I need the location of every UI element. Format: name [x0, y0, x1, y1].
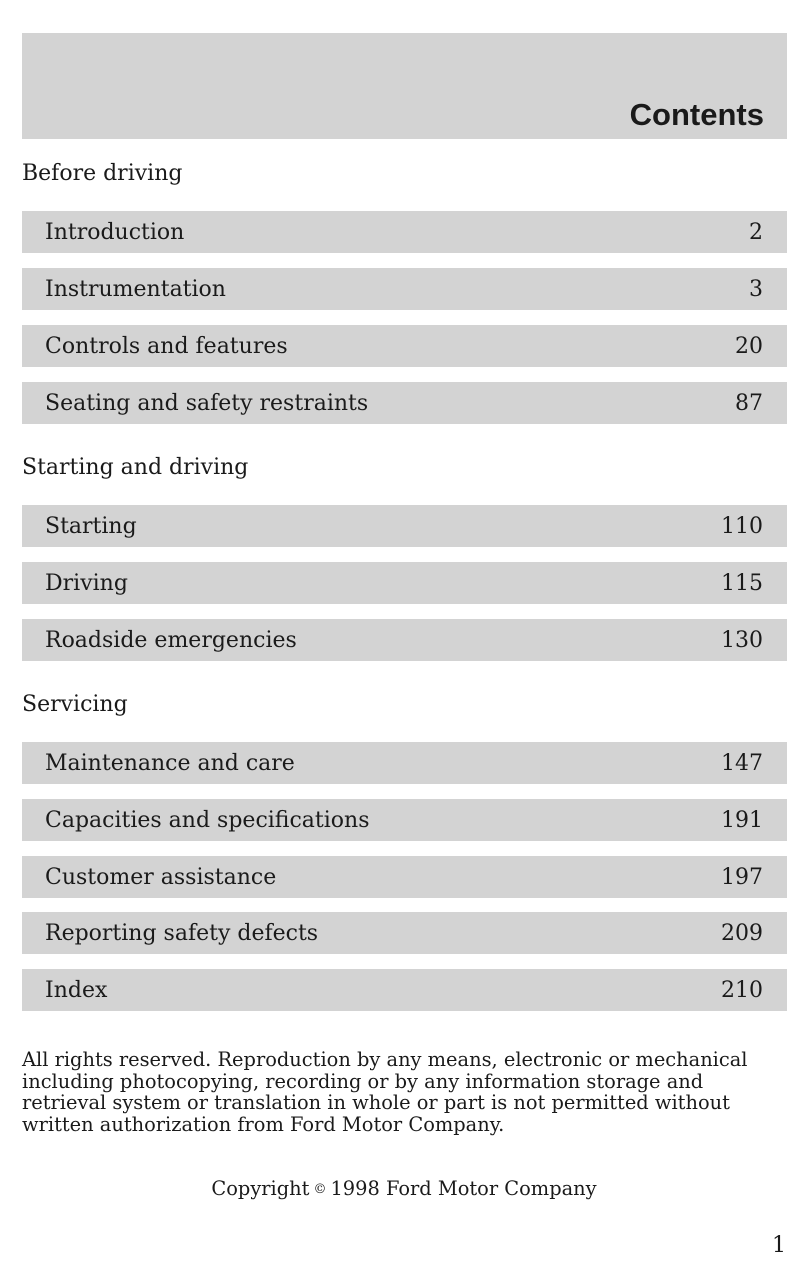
- toc-entry-starting[interactable]: [22, 505, 787, 547]
- section-heading-servicing: Servicing: [22, 692, 128, 717]
- page-number: 1: [772, 1233, 786, 1258]
- toc-entry-title: Starting: [45, 513, 137, 539]
- header-band: [22, 33, 787, 139]
- toc-entry-title: Customer assistance: [45, 864, 277, 890]
- toc-entry-customer-assistance[interactable]: [22, 856, 787, 898]
- toc-entry-maintenance-and-care[interactable]: [22, 742, 787, 784]
- toc-entry-driving[interactable]: [22, 562, 787, 604]
- toc-entry-instrumentation[interactable]: [22, 268, 787, 310]
- rights-notice: All rights reserved. Reproduction by any means, electronic or mechanical including photocopying, recording or by any information storage and retrieval system or translation in whole or part is not permitted without written authorization from Ford Motor Company.: [22, 1048, 748, 1136]
- copyright-line: [0, 1177, 808, 1200]
- toc-entry-page: 147: [721, 750, 763, 776]
- toc-entry-title: Capacities and specifications: [45, 807, 370, 833]
- toc-entry-index[interactable]: [22, 969, 787, 1011]
- toc-entry-controls-and-features[interactable]: [22, 325, 787, 367]
- toc-entry-page: 2: [749, 219, 763, 245]
- toc-entry-introduction[interactable]: [22, 211, 787, 253]
- toc-entry-page: 110: [721, 513, 763, 539]
- toc-entry-page: 87: [735, 390, 763, 416]
- toc-entry-capacities-and-specifications[interactable]: [22, 799, 787, 841]
- toc-entry-page: 3: [749, 276, 763, 302]
- toc-entry-title: Seating and safety restraints: [45, 390, 369, 416]
- toc-entry-page: 130: [721, 627, 763, 653]
- toc-entry-title: Roadside emergencies: [45, 627, 297, 653]
- copyright-holder: 1998 Ford Motor Company: [330, 1177, 597, 1200]
- toc-entry-page: 191: [721, 807, 763, 833]
- toc-entry-title: Introduction: [45, 219, 185, 245]
- copyright-prefix: Copyright: [211, 1177, 310, 1200]
- section-heading-starting-and-driving: Starting and driving: [22, 455, 249, 480]
- toc-entry-seating-and-safety-restraints[interactable]: [22, 382, 787, 424]
- toc-entry-title: Driving: [45, 570, 128, 596]
- toc-entry-title: Instrumentation: [45, 276, 226, 302]
- toc-entry-page: 210: [721, 977, 763, 1003]
- toc-entry-reporting-safety-defects[interactable]: [22, 912, 787, 954]
- toc-entry-page: 115: [721, 570, 763, 596]
- toc-entry-title: Controls and features: [45, 333, 288, 359]
- page-title: Contents: [629, 97, 764, 132]
- toc-entry-page: 197: [721, 864, 763, 890]
- section-heading-before-driving: Before driving: [22, 161, 183, 186]
- toc-entry-title: Reporting safety defects: [45, 920, 319, 946]
- toc-entry-title: Maintenance and care: [45, 750, 295, 776]
- toc-entry-page: 209: [721, 920, 763, 946]
- toc-entry-title: Index: [45, 977, 108, 1003]
- copyright-symbol: ©: [313, 1182, 327, 1197]
- toc-entry-page: 20: [735, 333, 763, 359]
- toc-entry-roadside-emergencies[interactable]: [22, 619, 787, 661]
